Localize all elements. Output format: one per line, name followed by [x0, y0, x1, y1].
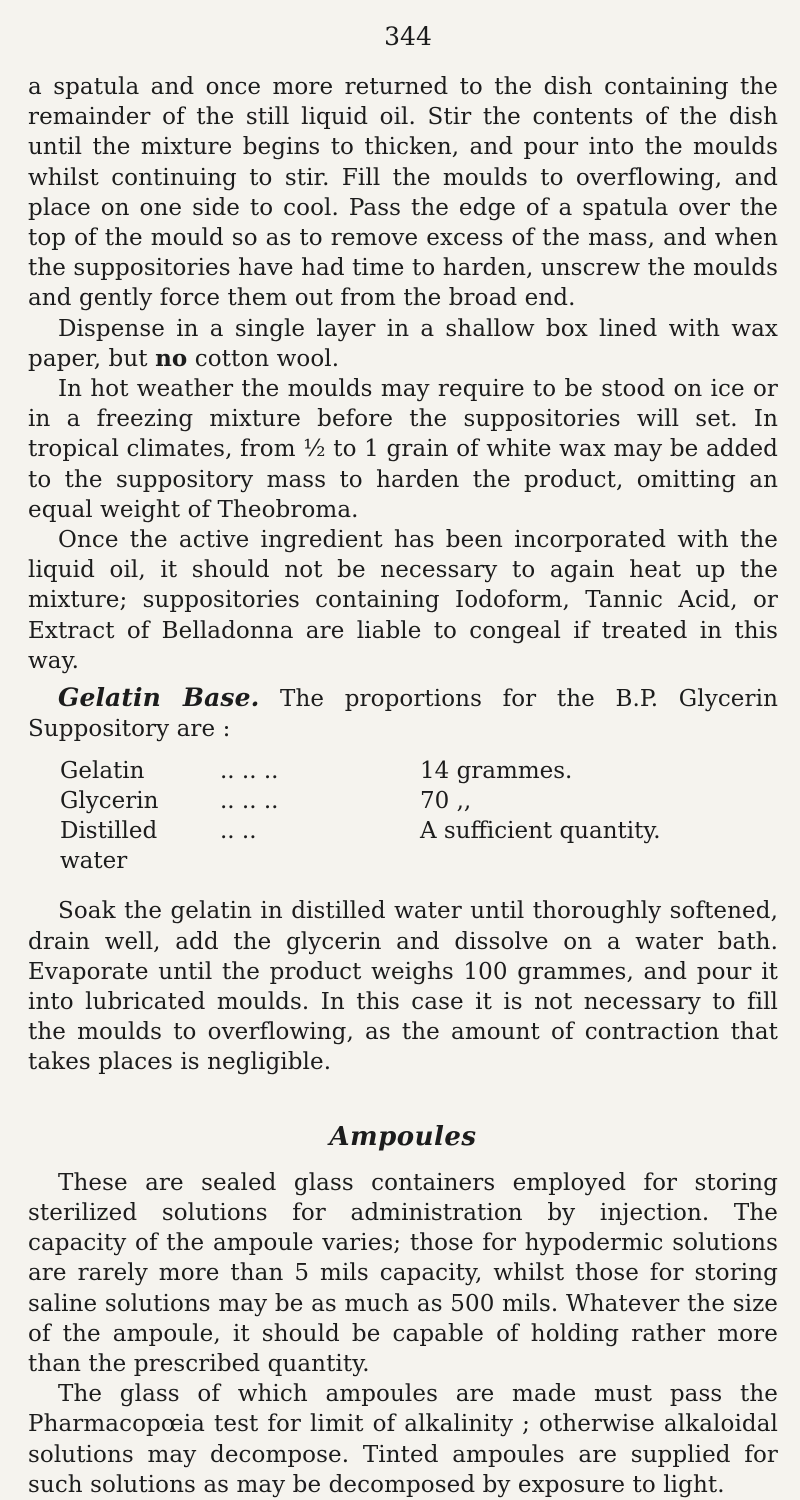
section-heading-ampoules: Ampoules — [329, 1121, 477, 1152]
paragraph-gelatin-base — [28, 683, 778, 744]
formula-ingredient: Gelatin — [60, 758, 145, 785]
emphasis-no: no — [155, 344, 188, 372]
formula-leader: .. .. — [220, 818, 257, 845]
page-number: 344 — [384, 22, 432, 51]
formula-leader: .. .. .. — [220, 758, 279, 785]
paragraph-dispense — [28, 314, 778, 374]
gelatin-base-text: The proportions for the B.P. Glycerin Suppository are : — [28, 686, 778, 743]
formula-row — [28, 816, 778, 876]
formula-amount: 14 grammes. — [420, 758, 573, 785]
formula-amount: A sufficient quantity. — [420, 818, 661, 845]
formula-row — [28, 786, 778, 816]
paragraph-spatula: a spatula and once more returned to the dish containing the remainder of the still liquid oil. Stir the contents of the dish until the mixture begins to thicken, and pour into the moulds whilst continuing to stir. Fill the moulds to overflowing, and place on one side to cool. Pass the edge of a spatula over the top of the mould so as to remove excess of the mass, and when the suppositories have had time to harden, unscrew the moulds and gently force them out from the broad end. — [28, 74, 778, 312]
formula-amount: 70 ,, — [420, 788, 472, 815]
formula-row — [28, 756, 778, 786]
paragraph-ampoules-glass: The glass of which ampoules are made must pass the Pharmacopœia test for limit of alkalinity ; otherwise alkaloidal solutions may decompose. Tinted ampoules are supplied for such solutions as may be decomposed by exposure to light. — [28, 1381, 778, 1498]
formula-table — [28, 756, 778, 876]
dispense-text-end: cotton wool. — [187, 345, 340, 372]
formula-leader: .. .. .. — [220, 788, 279, 815]
formula-ingredient: Distilled water — [60, 818, 158, 875]
paragraph-active-ingredient: Once the active ingredient has been incorporated with the liquid oil, it should not be necessary to again heat up the mixture; suppositories containing Iodoform, Tannic Acid, or Extract of Belladonna are liable to congeal if treated in this way. — [28, 527, 778, 674]
gelatin-base-heading: Gelatin Base. — [58, 683, 260, 713]
paragraph-soak-gelatin: Soak the gelatin in distilled water until thoroughly softened, drain well, add the glycerin and dissolve on a water bath. Evaporate until the product weighs 100 grammes, and pour it into lubricated moulds. In this case it is not necessary to fill the moulds to overflowing, as the amount of contraction that takes places is negligible. — [28, 898, 778, 1076]
paragraph-hot-weather: In hot weather the moulds may require to be stood on ice or in a freezing mixture before the suppositories will set. In tropical climates, from ½ to 1 grain of white wax may be added to the suppository mass to harden the product, omitting an equal weight of Theobroma. — [28, 376, 778, 523]
paragraph-ampoules-intro: These are sealed glass containers employed for storing sterilized solutions for administration by injection. The capacity of the ampoule varies; those for hypodermic solutions are rarely more than 5 mils capacity, whilst those for storing saline solutions may be as much as 500 mils. Whatever the size of the ampoule, it should be capable of holding rather more than the prescribed quantity. — [28, 1169, 778, 1377]
formula-ingredient: Glycerin — [60, 788, 159, 815]
dispense-text-start: Dispense in a single layer in a shallow box lined with wax paper, but — [28, 315, 778, 372]
